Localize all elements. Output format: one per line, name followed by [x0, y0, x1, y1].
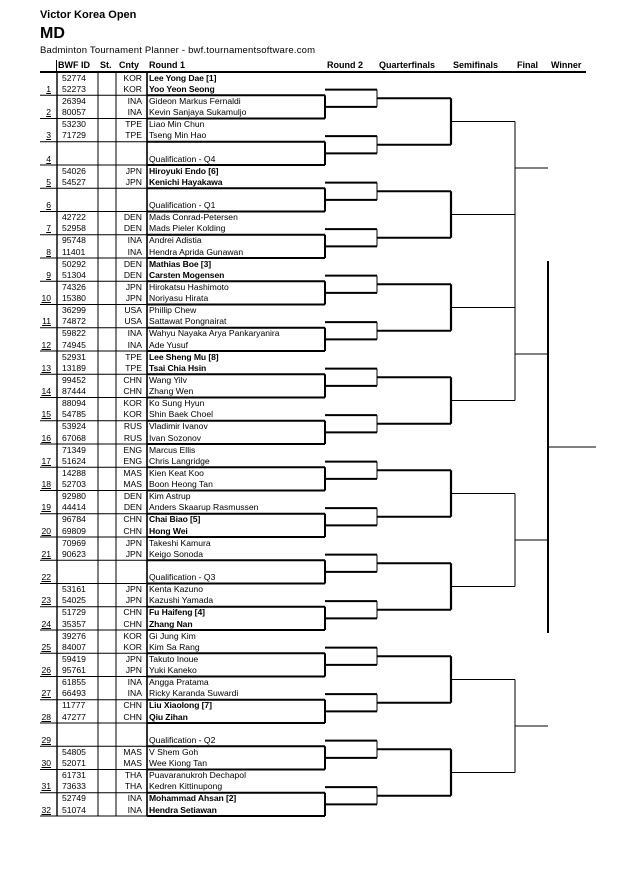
player-name: Kim Astrup: [149, 491, 191, 501]
player-bwf-id: 15380: [62, 293, 86, 304]
player-bwf-id: 96784: [62, 514, 86, 525]
player-bwf-id: 39276: [62, 630, 86, 641]
player-bwf-id: 11777: [62, 700, 86, 711]
player-name: Zhang Wen: [149, 386, 194, 397]
player-bwf-id: 61731: [62, 770, 86, 780]
column-header-quarterfinals: Quarterfinals: [379, 60, 436, 70]
player-name: Qiu Zihan: [149, 711, 188, 722]
player-bwf-id: 54805: [62, 746, 86, 757]
player-name: Kim Sa Rang: [149, 641, 200, 652]
draw-position: 27: [41, 688, 51, 699]
event-code: MD: [40, 25, 65, 42]
player-bwf-id: 52071: [62, 758, 86, 769]
player-country: JPN: [125, 281, 142, 292]
draw-position: 4: [46, 153, 51, 164]
player-bwf-id: 74326: [62, 281, 86, 292]
player-country: CHN: [123, 711, 142, 722]
player-country: TPE: [125, 119, 142, 129]
draw-position: 26: [41, 665, 51, 676]
draw-position: 22: [41, 572, 51, 583]
player-name: Shin Baek Choel: [149, 409, 214, 420]
player-country: INA: [127, 246, 142, 257]
player-name: Keigo Sonoda: [149, 548, 203, 559]
player-name: Liao Min Chun: [149, 119, 205, 129]
player-bwf-id: 54785: [62, 409, 86, 420]
player-country: JPN: [125, 595, 142, 606]
player-bwf-id: 71729: [62, 130, 86, 141]
draw-position: 7: [46, 223, 51, 234]
player-name: Puavaranukroh Dechapol: [149, 770, 246, 780]
player-country: INA: [127, 328, 142, 339]
player-country: RUS: [123, 432, 142, 443]
player-name: Hendra Setiawan: [149, 804, 217, 815]
player-name: Zhang Nan: [149, 618, 193, 629]
player-name: Takeshi Kamura: [149, 537, 211, 548]
draw-position: 6: [46, 200, 51, 211]
player-bwf-id: 70969: [62, 537, 86, 548]
player-country: MAS: [123, 479, 142, 490]
player-bwf-id: 53161: [62, 584, 86, 594]
player-country: KOR: [123, 630, 142, 641]
player-bwf-id: 52749: [62, 793, 86, 804]
draw-position: 11: [42, 316, 51, 327]
player-bwf-id: 13189: [62, 362, 86, 373]
player-name: Wang Yilv: [149, 374, 187, 385]
player-country: INA: [127, 235, 142, 246]
player-country: INA: [127, 339, 142, 350]
draw-position: 13: [41, 362, 51, 373]
player-country: ENG: [123, 444, 142, 455]
player-bwf-id: 87444: [62, 386, 86, 397]
player-bwf-id: 69809: [62, 525, 86, 536]
player-bwf-id: 90623: [62, 548, 86, 559]
player-bwf-id: 95761: [62, 665, 86, 676]
player-name: Tsai Chia Hsin: [149, 362, 207, 373]
player-name: Yuki Kaneko: [149, 665, 197, 676]
column-header-status: St.: [100, 60, 112, 70]
draw-position: 9: [46, 269, 51, 280]
player-bwf-id: 71349: [62, 444, 86, 455]
draw-position: 14: [41, 386, 51, 397]
player-bwf-id: 61855: [62, 677, 86, 687]
player-name: Kenichi Hayakawa: [149, 176, 223, 187]
qualifier-label: Qualification - Q4: [149, 153, 216, 164]
player-country: JPN: [125, 165, 142, 176]
player-name: Hong Wei: [149, 525, 188, 536]
player-bwf-id: 52931: [62, 351, 86, 362]
player-country: KOR: [123, 641, 142, 652]
player-bwf-id: 95748: [62, 235, 86, 246]
player-bwf-id: 52774: [62, 72, 86, 83]
player-country: INA: [127, 95, 142, 106]
player-name: Liu Xiaolong [7]: [149, 700, 212, 711]
column-header-winner: Winner: [551, 60, 582, 70]
player-bwf-id: 26394: [62, 95, 86, 106]
draw-position: 21: [41, 548, 51, 559]
player-country: JPN: [125, 653, 142, 664]
subtitle: Badminton Tournament Planner - bwf.tournamentsoftware.com: [40, 45, 316, 56]
player-bwf-id: 59419: [62, 653, 86, 664]
player-name: Mads Pieler Kolding: [149, 223, 226, 234]
player-bwf-id: 67068: [62, 432, 86, 443]
player-country: CHN: [123, 514, 142, 525]
player-country: DEN: [123, 258, 142, 269]
player-country: DEN: [123, 502, 142, 513]
player-name: Anders Skaarup Rasmussen: [149, 502, 259, 513]
player-name: V Shem Goh: [149, 746, 199, 757]
player-bwf-id: 51729: [62, 607, 86, 618]
player-bwf-id: 47277: [62, 711, 86, 722]
player-name: Kevin Sanjaya Sukamuljo: [149, 107, 247, 118]
player-bwf-id: 11401: [62, 246, 86, 257]
player-name: Mohammad Ahsan [2]: [149, 793, 237, 804]
draw-position: 16: [41, 432, 51, 443]
player-bwf-id: 52273: [62, 83, 86, 94]
player-name: Noriyasu Hirata: [149, 293, 209, 304]
draw-position: 1: [46, 83, 51, 94]
player-name: Takuto Inoue: [149, 653, 199, 664]
player-country: JPN: [125, 584, 142, 594]
player-bwf-id: 54527: [62, 176, 86, 187]
player-name: Kazushi Yamada: [149, 595, 214, 606]
event-title: Victor Korea Open: [40, 9, 137, 21]
player-country: THA: [124, 770, 142, 780]
player-bwf-id: 35357: [62, 618, 86, 629]
player-bwf-id: 59822: [62, 328, 86, 339]
player-bwf-id: 74872: [62, 316, 86, 327]
player-bwf-id: 36299: [62, 305, 86, 315]
player-country: JPN: [125, 293, 142, 304]
player-name: Wee Kiong Tan: [149, 758, 207, 769]
player-country: CHN: [123, 374, 142, 385]
player-country: DEN: [123, 269, 142, 280]
player-country: TPE: [125, 362, 142, 373]
qualifier-label: Qualification - Q1: [149, 200, 216, 211]
qualifier-label: Qualification - Q3: [149, 572, 216, 583]
player-country: KOR: [123, 72, 142, 83]
player-bwf-id: 80057: [62, 107, 86, 118]
player-name: Kenta Kazuno: [149, 584, 203, 594]
player-bwf-id: 44414: [62, 502, 86, 513]
player-name: Carsten Mogensen: [149, 269, 225, 280]
player-country: MAS: [123, 467, 142, 478]
player-name: Marcus Ellis: [149, 444, 196, 455]
player-country: DEN: [123, 212, 142, 222]
player-bwf-id: 92980: [62, 491, 86, 501]
player-bwf-id: 99452: [62, 374, 86, 385]
draw-position: 19: [41, 502, 51, 513]
player-bwf-id: 51074: [62, 804, 86, 815]
player-country: JPN: [125, 537, 142, 548]
draw-position: 15: [41, 409, 51, 420]
player-country: KOR: [123, 83, 142, 94]
draw-position: 8: [46, 246, 51, 257]
column-header-semifinals: Semifinals: [453, 60, 499, 70]
draw-position: 24: [41, 618, 51, 629]
player-name: Fu Haifeng [4]: [149, 607, 205, 618]
draw-position: 17: [41, 455, 51, 466]
player-name: Chris Langridge: [149, 455, 210, 466]
player-country: DEN: [123, 491, 142, 501]
player-country: JPN: [125, 176, 142, 187]
player-name: Gi Jung Kim: [149, 630, 196, 641]
draw-position: 3: [46, 130, 51, 141]
player-name: Sattawat Pongnairat: [149, 316, 227, 327]
player-name: Gideon Markus Fernaldi: [149, 95, 241, 106]
player-bwf-id: 53230: [62, 119, 86, 129]
player-name: Ade Yusuf: [149, 339, 189, 350]
player-country: CHN: [123, 607, 142, 618]
draw-position: 28: [41, 711, 51, 722]
player-name: Lee Sheng Mu [8]: [149, 351, 219, 362]
player-country: CHN: [123, 618, 142, 629]
draw-position: 18: [41, 479, 51, 490]
player-name: Kien Keat Koo: [149, 467, 204, 478]
player-bwf-id: 42722: [62, 212, 86, 222]
draw-position: 20: [41, 525, 51, 536]
column-header-country: Cnty: [119, 60, 139, 70]
draw-position: 12: [41, 339, 51, 350]
player-country: THA: [124, 781, 142, 792]
player-bwf-id: 53924: [62, 421, 86, 432]
player-bwf-id: 50292: [62, 258, 86, 269]
player-bwf-id: 74945: [62, 339, 86, 350]
player-name: Yoo Yeon Seong: [149, 83, 215, 94]
player-country: DEN: [123, 223, 142, 234]
player-country: INA: [127, 688, 142, 699]
player-name: Ricky Karanda Suwardi: [149, 688, 239, 699]
player-name: Chai Biao [5]: [149, 514, 201, 525]
player-name: Hendra Aprida Gunawan: [149, 246, 244, 257]
player-country: TPE: [125, 351, 142, 362]
player-name: Lee Yong Dae [1]: [149, 72, 217, 83]
player-name: Boon Heong Tan: [149, 479, 213, 490]
player-country: CHN: [123, 525, 142, 536]
player-country: USA: [124, 316, 142, 327]
player-name: Andrei Adistia: [149, 235, 202, 246]
column-header-round1: Round 1: [149, 60, 185, 70]
player-name: Phillip Chew: [149, 305, 197, 315]
draw-position: 2: [46, 107, 51, 118]
player-country: INA: [127, 107, 142, 118]
player-bwf-id: 84007: [62, 641, 86, 652]
player-bwf-id: 52703: [62, 479, 86, 490]
player-country: USA: [124, 305, 142, 315]
player-name: Mathias Boe [3]: [149, 258, 212, 269]
player-country: TPE: [125, 130, 142, 141]
player-country: MAS: [123, 758, 142, 769]
player-bwf-id: 51304: [62, 269, 86, 280]
player-name: Hiroyuki Endo [6]: [149, 165, 219, 176]
player-country: INA: [127, 793, 142, 804]
draw-position: 32: [41, 804, 51, 815]
player-name: Ko Sung Hyun: [149, 398, 205, 408]
player-bwf-id: 54026: [62, 165, 86, 176]
player-country: RUS: [123, 421, 142, 432]
qualifier-label: Qualification - Q2: [149, 734, 216, 745]
draw-position: 30: [41, 758, 51, 769]
player-bwf-id: 88094: [62, 398, 86, 408]
player-name: Kedren Kittinupong: [149, 781, 223, 792]
player-bwf-id: 14288: [62, 467, 86, 478]
player-name: Mads Conrad-Petersen: [149, 212, 238, 222]
player-country: KOR: [123, 409, 142, 420]
column-header-round2: Round 2: [327, 60, 363, 70]
player-name: Angga Pratama: [149, 677, 209, 687]
draw-position: 10: [41, 293, 51, 304]
draw-position: 25: [41, 641, 51, 652]
player-bwf-id: 51624: [62, 455, 86, 466]
player-country: INA: [127, 677, 142, 687]
player-country: MAS: [123, 746, 142, 757]
player-country: CHN: [123, 700, 142, 711]
draw-position: 31: [41, 781, 51, 792]
player-country: JPN: [125, 665, 142, 676]
player-country: INA: [127, 804, 142, 815]
player-name: Vladimir Ivanov: [149, 421, 208, 432]
player-name: Wahyu Nayaka Arya Pankaryanira: [149, 328, 280, 339]
column-header-bwf-id: BWF ID: [58, 60, 90, 70]
column-header-final: Final: [517, 60, 539, 70]
player-name: Ivan Sozonov: [149, 432, 202, 443]
draw-position: 23: [41, 595, 51, 606]
player-name: Hirokatsu Hashimoto: [149, 281, 229, 292]
player-country: ENG: [123, 455, 142, 466]
player-country: KOR: [123, 398, 142, 408]
player-country: CHN: [123, 386, 142, 397]
draw-position: 29: [41, 734, 51, 745]
player-bwf-id: 73633: [62, 781, 86, 792]
player-country: JPN: [125, 548, 142, 559]
player-name: Tseng Min Hao: [149, 130, 207, 141]
player-bwf-id: 52958: [62, 223, 86, 234]
draw-position: 5: [46, 176, 51, 187]
player-bwf-id: 54025: [62, 595, 86, 606]
player-bwf-id: 66493: [62, 688, 86, 699]
